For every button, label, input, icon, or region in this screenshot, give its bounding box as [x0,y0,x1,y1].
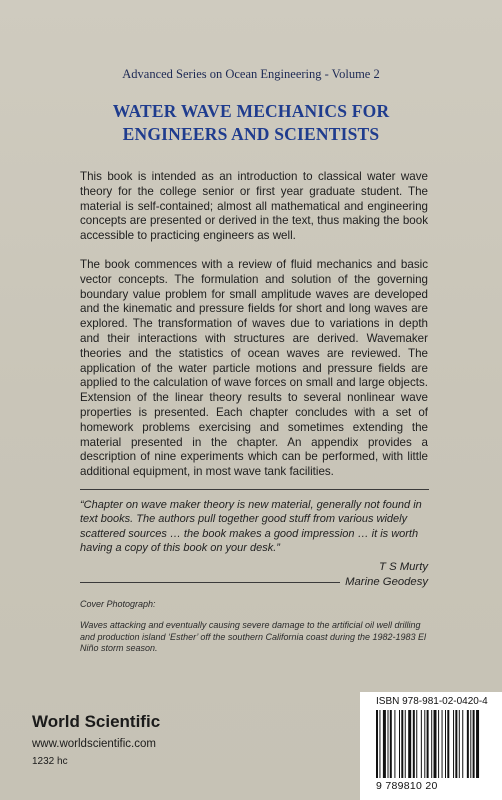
attribution-rule [80,582,340,583]
review-quote: “Chapter on wave maker theory is new material, generally not found in text books. The authors pull together good stuff from various widely scattered sources … the book makes a good impression … it is worth having a copy of this book on your desk.” [80,499,422,555]
cover-photo-heading: Cover Photograph: [80,599,156,609]
barcode-icon [376,710,496,778]
quote-author: T S Murty [379,561,428,573]
description-paragraph-1: This book is intended as an introduction to classical water wave theory for the college senior or first year graduate student. The material is self-contained; almost all mathematical and engineering concepts are presented or derived in the text, thus making the book accessible to practicing engineers as well. [80,170,428,243]
title-line-1: WATER WAVE MECHANICS FOR [112,101,390,121]
quote-source: Marine Geodesy [345,576,428,588]
isbn-label: ISBN 978-981-02-0420-4 [376,696,488,707]
publisher-name: World Scientific [32,712,161,731]
series-label: Advanced Series on Ocean Engineering - Volume 2 [122,67,380,81]
product-code: 1232 hc [32,756,68,767]
title-line-2: ENGINEERS AND SCIENTISTS [122,124,380,144]
quote-divider [80,489,429,490]
description-paragraph-2: The book commences with a review of fluid mechanics and basic vector concepts. The formulation and solution of the governing boundary value problem for small amplitude waves are developed and the kinematic and pressure fields for short and long waves are explored. The transformation of waves due to variations in depth and their interactions with structures are derived. Wavemaker theories and the statistics of ocean waves are reviewed. The application of the water particle motions and pressure fields are applied to the calculation of wave forces on small and large objects. Extension of the linear theory results to several nonlinear wave properties is presented. Each chapter concludes with a set of homework problems exercising and sometimes extending the material presented in the chapter. An appendix provides a description of nine experiments which can be performed, with little additional equipment, in most wave tank facilities. [80,258,428,479]
book-title [0,100,502,146]
barcode-number: 9 789810 20 [376,780,438,792]
cover-photo-description: Waves attacking and eventually causing severe damage to the artificial oil well drilling and production island ‘Esther’ off the southern California coast during the 1982-1983 El Niño storm season. [80,620,427,654]
publisher-url[interactable]: www.worldscientific.com [32,738,156,750]
barcode-panel [360,692,502,800]
